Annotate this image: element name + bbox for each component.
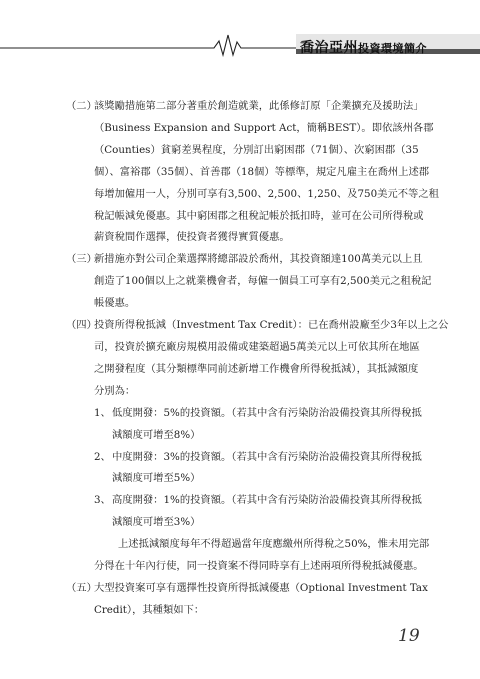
paragraph-line: 創造了100個以上之就業機會者，每僱一個員工可享有2,500美元之租稅記 (94, 275, 432, 288)
paragraph-line: 帳優惠。 (94, 297, 136, 310)
header-title-sub: 投資環境簡介 (358, 42, 427, 55)
paragraph-line: 薪資稅間作選擇，使投資者獲得實質優惠。 (94, 231, 290, 244)
sub-item-number: 2、 (94, 450, 111, 463)
sub-item-number: 1、 (94, 406, 111, 419)
paragraph-line: （Counties）貧窮差異程度，分別訂出窮困郡（71個）、次窮困郡（35 (94, 143, 419, 156)
paragraph-line: 大型投資案可享有選擇性投資所得抵減優惠（Optional Investment Tax (94, 581, 428, 594)
paragraph-2 (66, 96, 439, 249)
sub-item-line: 高度開發：1%的投資額。（若其中含有污染防治設備投資其所得稅抵 (112, 494, 422, 507)
paragraph-line: 每增加僱用一人，分別可享有3,500、2,500、1,250、及750美元不等之租 (94, 187, 439, 200)
paragraph-line: 該獎勵措施第二部分著重於創造就業，此係修訂原「企業擴充及援助法」 (94, 100, 424, 112)
header-title-main: 喬治亞州 (300, 40, 358, 56)
sub-item-1 (94, 403, 424, 447)
paragraph-4 (66, 315, 449, 403)
paragraph-number: （五） (66, 581, 97, 594)
document-body (66, 96, 449, 622)
continuation-line: 上述抵減額度每年不得超過當年度應繳州所得稅之50%，惟未用完部 (118, 538, 430, 551)
sub-item-3 (94, 490, 424, 534)
sub-item-number: 3、 (94, 494, 111, 507)
paragraph-3 (66, 249, 432, 315)
paragraph-line: 分別為： (94, 384, 136, 397)
paragraph-line: 之開發程度（其分類標準同前述新增工作機會所得稅抵減），其抵減額度 (94, 362, 419, 375)
paragraph-line: 稅記帳減免優惠。其中窮困郡之租稅記帳於抵扣時，並可在公司所得稅或 (94, 209, 424, 222)
sub-item-2 (94, 447, 424, 491)
sub-item-line: 減額度可增至8%） (112, 428, 201, 441)
paragraph-5 (66, 578, 428, 622)
paragraph-line: 投資所得稅抵減（Investment Tax Credit）：已在喬州設廠至少3年以上之公 (94, 319, 449, 332)
paragraph-line: Credit），其種類如下： (94, 603, 205, 616)
continuation-paragraph (70, 534, 430, 578)
sub-item-line: 低度開發：5%的投資額。（若其中含有污染防治設備投資其所得稅抵 (112, 406, 422, 419)
page-number: 19 (398, 626, 420, 646)
sub-item-line: 減額度可增至3%） (112, 516, 201, 529)
sub-item-line: 減額度可增至5%） (112, 472, 201, 485)
paragraph-line: 新措施亦對公司企業選擇將總部設於喬州，其投資額達100萬美元以上且 (94, 253, 423, 266)
paragraph-line: （Business Expansion and Support Act，簡稱BEST）。即依該州各郡 (94, 121, 434, 134)
sub-item-line: 中度開發：3%的投資額。（若其中含有污染防治設備投資其所得稅抵 (112, 450, 422, 463)
header-title (300, 37, 427, 57)
continuation-line: 分得在十年內行使，同一投資案不得同時享有上述兩項所得稅抵減優惠。 (94, 560, 424, 573)
paragraph-number: （二） (66, 100, 97, 112)
paragraph-line: 個）、富裕郡（35個）、首善郡（18個）等標準，規定凡雇主在喬州上述郡 (94, 165, 430, 178)
paragraph-number: （四） (66, 319, 97, 332)
paragraph-line: 司，投資於擴充廠房規模用設備或建築超過5萬美元以上可依其所在地區 (94, 340, 420, 353)
paragraph-number: （三） (66, 253, 97, 266)
page-header (0, 28, 480, 62)
